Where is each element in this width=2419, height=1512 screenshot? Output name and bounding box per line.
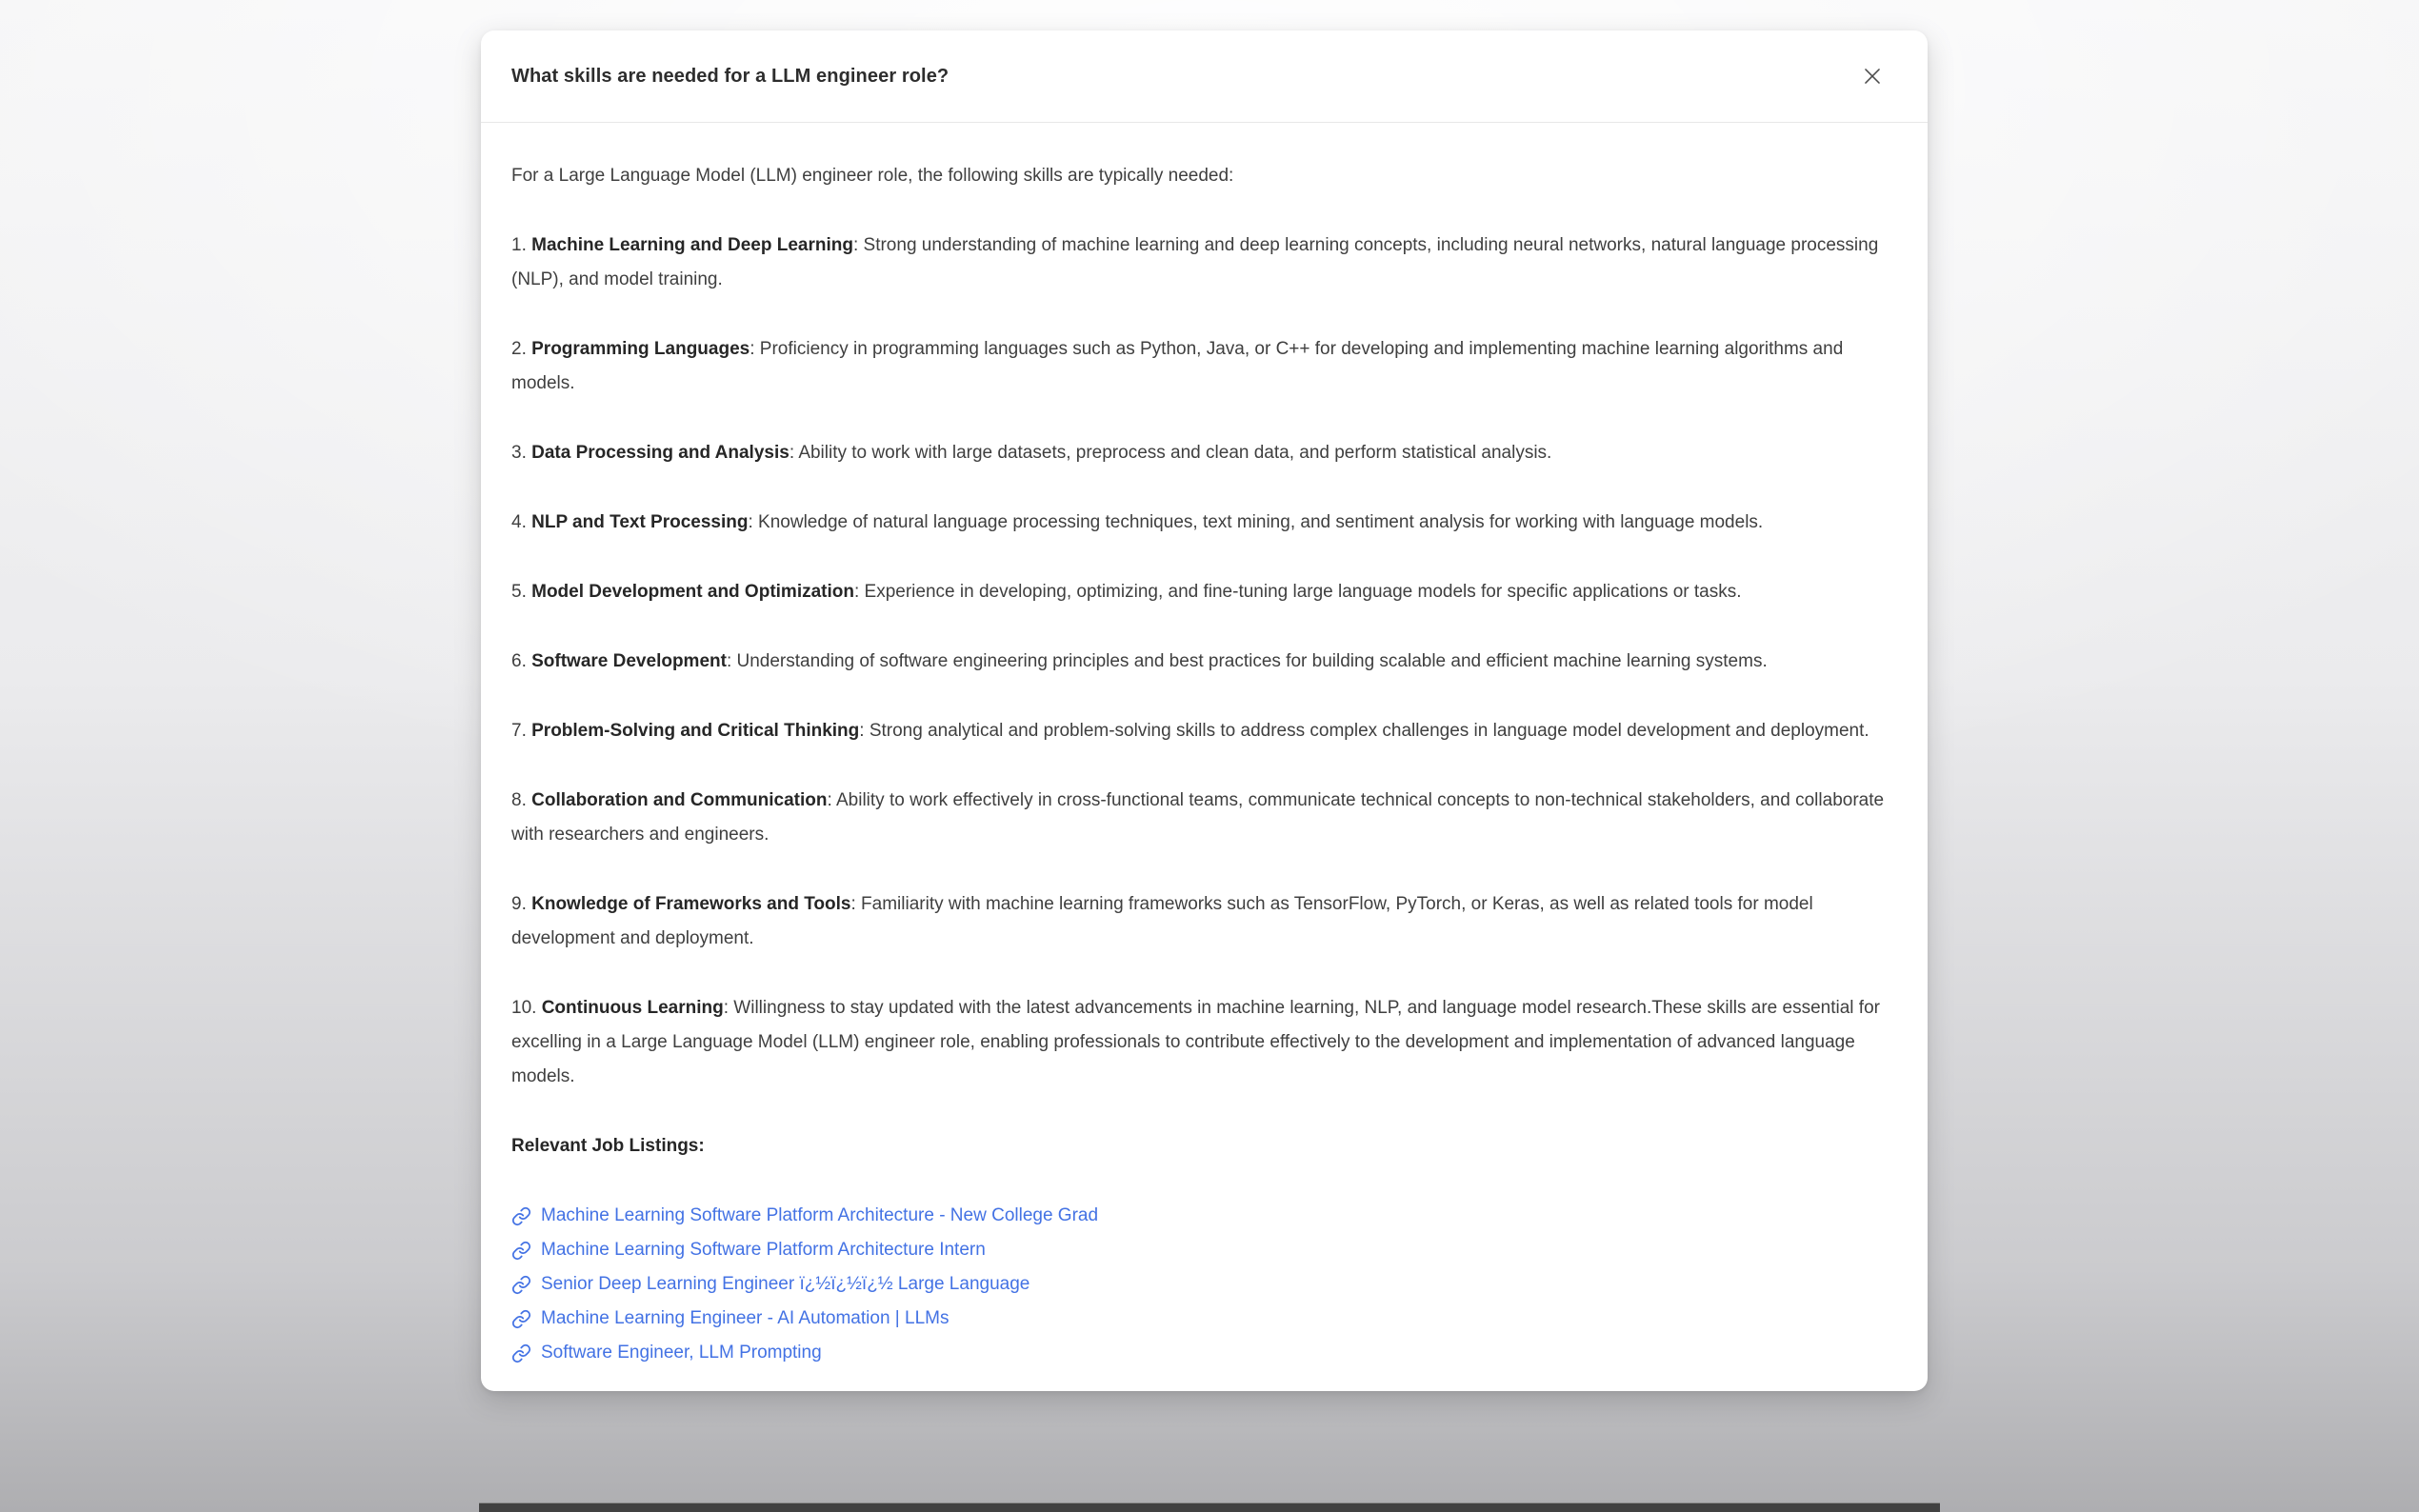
skill-item-2: 2. Programming Languages: Proficiency in programming languages such as Python, Java, or C++ for developing and implementing machine learning algorithms and models. (511, 339, 1844, 393)
job-link-label: Machine Learning Engineer - AI Automation | LLMs (541, 1308, 950, 1328)
link-icon (511, 1275, 531, 1295)
job-link-4[interactable] (511, 1302, 1897, 1336)
modal-header (481, 30, 1928, 123)
close-icon (1860, 64, 1885, 89)
modal-body (481, 123, 1928, 1391)
job-link-1[interactable] (511, 1199, 1897, 1233)
skill-item-5: 5. Model Development and Optimization: Experience in developing, optimizing, and fine-tuning large language models for specific applications or tasks. (511, 582, 1742, 602)
job-link-2[interactable] (511, 1233, 1897, 1267)
link-icon (511, 1343, 531, 1363)
skill-item-7: 7. Problem-Solving and Critical Thinking: Strong analytical and problem-solving skills to address complex challenges in language model development and deployment. (511, 721, 1869, 741)
intro-paragraph: For a Large Language Model (LLM) engineer role, the following skills are typically needed: (511, 166, 1234, 186)
link-icon (511, 1206, 531, 1226)
skill-item-9: 9. Knowledge of Frameworks and Tools: Familiarity with machine learning frameworks such as TensorFlow, PyTorch, or Keras, as well as related tools for model development and deployment. (511, 894, 1813, 948)
modal-title: What skills are needed for a LLM engineer role? (511, 65, 950, 87)
link-icon (511, 1241, 531, 1261)
skill-item-8: 8. Collaboration and Communication: Ability to work effectively in cross-functional teams, communicate technical concepts to non-technical stakeholders, and collaborate with researchers and engineers. (511, 790, 1885, 845)
job-link-5[interactable] (511, 1336, 1897, 1370)
qa-modal (481, 30, 1928, 1391)
job-link-label: Machine Learning Software Platform Architecture - New College Grad (541, 1205, 1099, 1225)
skill-item-3: 3. Data Processing and Analysis: Ability to work with large datasets, preprocess and clean data, and perform statistical analysis. (511, 443, 1552, 463)
close-button[interactable] (1859, 63, 1886, 90)
job-link-label: Senior Deep Learning Engineer ï¿½ï¿½ï¿½ Large Language (541, 1274, 1030, 1294)
job-link-3[interactable] (511, 1267, 1897, 1302)
job-listings-heading: Relevant Job Listings: (511, 1136, 705, 1156)
job-link-label: Software Engineer, LLM Prompting (541, 1343, 822, 1363)
skill-item-1: 1. Machine Learning and Deep Learning: Strong understanding of machine learning and deep learning concepts, including neural networks, natural language processing (NLP), and model training. (511, 235, 1879, 289)
skill-item-4: 4. NLP and Text Processing: Knowledge of natural language processing techniques, text mining, and sentiment analysis for working with language models. (511, 512, 1764, 532)
skill-item-6: 6. Software Development: Understanding of software engineering principles and best practices for building scalable and efficient machine learning systems. (511, 651, 1768, 671)
job-link-label: Machine Learning Software Platform Architecture Intern (541, 1240, 986, 1260)
bottom-dark-bar (479, 1502, 1940, 1512)
link-icon (511, 1309, 531, 1329)
skill-item-10: 10. Continuous Learning: Willingness to stay updated with the latest advancements in machine learning, NLP, and language model research.These skills are essential for excelling in a Large Language Model (LLM) engineer role, enabling professionals to contribute effectively to the development and implementation of advanced language models. (511, 998, 1880, 1086)
